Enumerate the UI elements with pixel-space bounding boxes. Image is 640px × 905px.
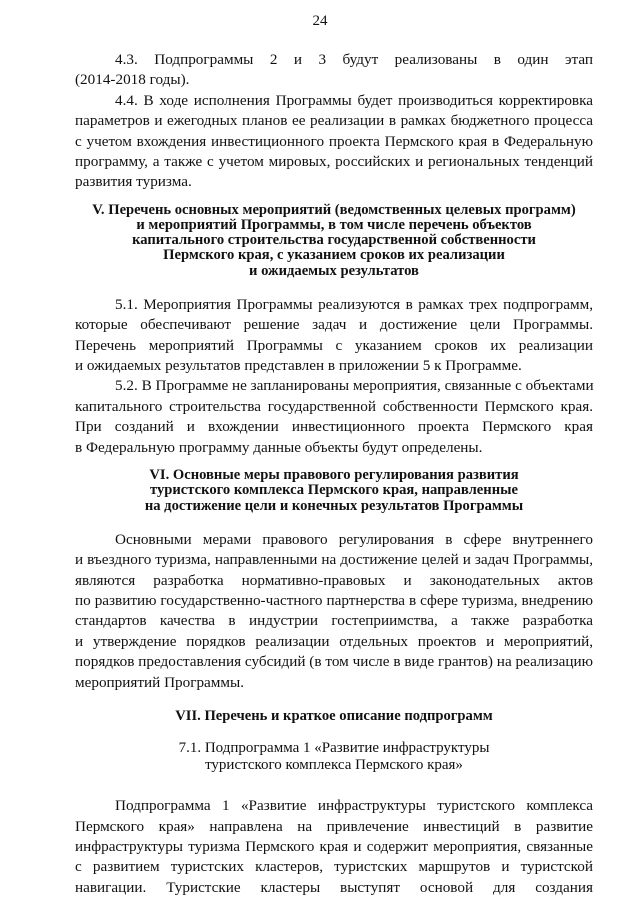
heading-line: и ожидаемых результатов: [249, 262, 419, 279]
text-line: При созданий и вхождении инвестиционного проекта Пермского края: [75, 418, 593, 436]
heading-line: Пермского края, с указанием сроков их реализации: [163, 247, 505, 264]
text-line: по развитию государственно-частного партнерства в сфере туризма, внедрению: [75, 591, 593, 609]
text-line: являются разработка нормативно-правовых и законодательных актов: [75, 571, 593, 589]
section-heading-v: [75, 203, 593, 279]
heading-line: туристского комплекса Пермского края, направленные: [150, 482, 518, 499]
text-line: программу, а также с учетом мировых, российских и региональных тенденций: [75, 153, 593, 171]
text-line: мероприятий Программы.: [75, 673, 245, 691]
paragraph-5-2: [75, 376, 593, 458]
text-line: развития туризма.: [75, 173, 192, 191]
page-number: 24: [312, 13, 328, 29]
text-line: 4.4. В ходе исполнения Программы будет производиться корректировка: [115, 91, 593, 109]
heading-line: и мероприятий Программы, в том числе перечень объектов: [136, 217, 532, 234]
heading-line: VI. Основные меры правового регулирования развития: [149, 467, 519, 484]
text-line: и ожидаемых результатов представлен в приложении 5 к Программе.: [75, 357, 522, 375]
text-line: инфраструктуры туризма Пермского края и содержит мероприятия, связанные: [75, 837, 593, 855]
paragraph-4-3: [75, 50, 593, 91]
text-line: Основными мерами правового регулирования в сфере внутреннего: [115, 530, 593, 548]
heading-line: капитального строительства государственной собственности: [132, 232, 536, 249]
text-line: стандартов качества в индустрии гостеприимства, а также разработка: [75, 612, 593, 630]
text-line: с учетом вхождения инвестиционного проекта Пермского края в Федеральную: [75, 132, 593, 150]
text-line: навигации. Туристские кластеры выступят основой для создания: [75, 878, 593, 896]
subsection-heading-7-1: [75, 740, 593, 774]
heading-line: V. Перечень основных мероприятий (ведомственных целевых программ): [92, 201, 576, 218]
heading-line: на достижение цели и конечных результатов Программы: [144, 497, 524, 514]
section-heading-vii: VII. Перечень и краткое описание подпрограмм: [175, 707, 493, 724]
paragraph-vi: [75, 530, 593, 693]
subhead-line: туристского комплекса Пермского края»: [205, 757, 463, 774]
text-line: которые обеспечивают решение задач и достижение цели Программы.: [75, 316, 593, 334]
text-line: 5.2. В Программе не запланированы мероприятия, связанные с объектами: [115, 377, 594, 395]
text-line: и въездного туризма, направленными на достижение целей и задач Программы,: [75, 551, 593, 569]
subhead-line: 7.1. Подпрограмма 1 «Развитие инфраструктуры: [178, 740, 490, 757]
text-line: и утверждение порядков реализации отдельных проектов и мероприятий,: [75, 632, 593, 650]
paragraph-5-1: [75, 295, 593, 377]
text-line: капитального строительства государственной собственности Пермского края.: [75, 397, 593, 415]
document-body: [75, 50, 593, 898]
text-line: 5.1. Мероприятия Программы реализуются в рамках трех подпрограмм,: [115, 295, 593, 313]
paragraph-4-4: [75, 91, 593, 193]
text-line: порядков предоставления субсидий (в том числе в виде грантов) на реализацию: [75, 653, 593, 671]
text-line: параметров и ежегодных планов ее реализации в рамках бюджетного процесса: [75, 112, 593, 130]
paragraph-7-1: [75, 796, 593, 898]
text-line: 4.3. Подпрограммы 2 и 3 будут реализованы в один этап: [115, 51, 593, 68]
text-line: Подпрограмма 1 «Развитие инфраструктуры туристского комплекса: [115, 797, 593, 815]
text-line: Пермского края» направлена на привлечение инвестиций в развитие: [75, 817, 593, 835]
text-line: с развитием туристских кластеров, туристских маршрутов и туристской: [75, 858, 593, 876]
text-line: Перечень мероприятий Программы с указанием сроков их реализации: [75, 336, 593, 354]
text-line: (2014-2018 годы).: [75, 71, 190, 89]
text-line: в Федеральную программу данные объекты будут определены.: [75, 438, 483, 456]
section-heading-vi: [75, 468, 593, 514]
